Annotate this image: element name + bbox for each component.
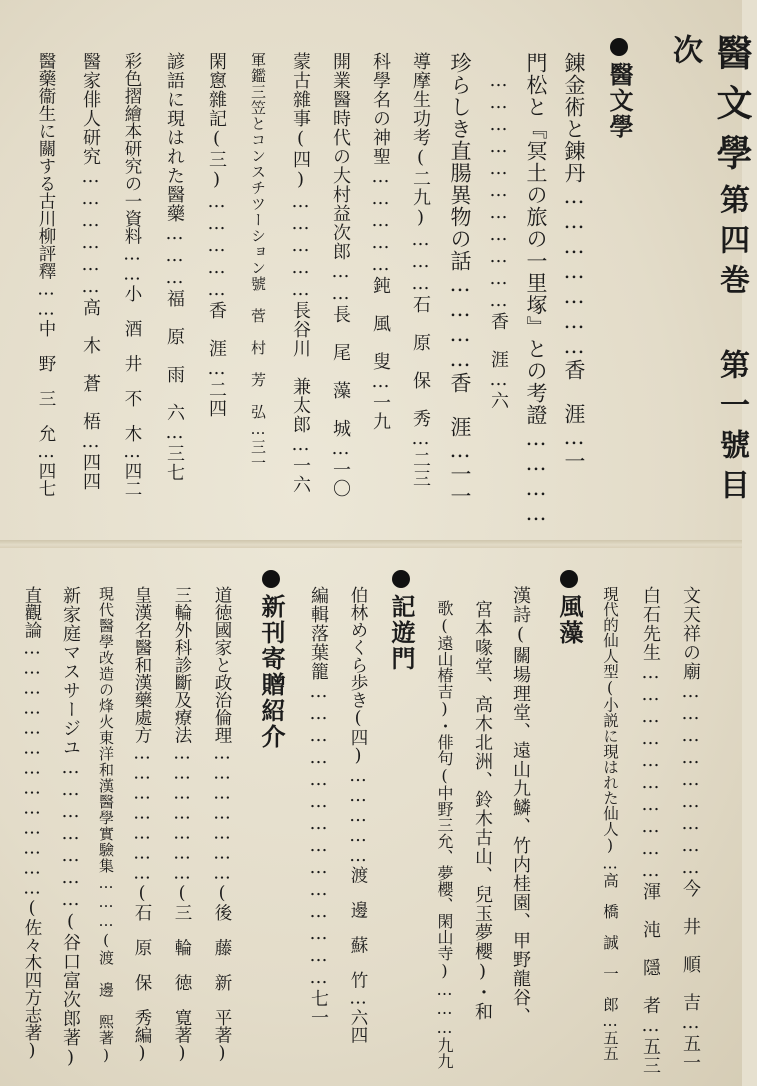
toc-entry: 三輪外科診斷及療法…………………(三 輪 徳 寛著) bbox=[172, 586, 192, 1064]
toc-entry: 現代的仙人型(小説に現はれた仙人)…高 橋 誠 一 郎…五五 bbox=[601, 586, 619, 1061]
toc-entry: 蒙古雜事(四)……………長谷川 兼太郎…一六 bbox=[290, 52, 311, 494]
toc-entry: 宮本喙堂、高木北洲、鈴木古山、兒玉夢櫻)・和 bbox=[472, 600, 493, 1021]
bullet-icon bbox=[610, 38, 628, 56]
toc-entry: 彩色摺繪本研究の一資料……小 酒 井 不 木…四二 bbox=[122, 52, 142, 497]
toc-title bbox=[662, 34, 757, 514]
toc-entry: 閑窻雜記(三)……………香 涯…二四 bbox=[206, 52, 227, 418]
issue-title: 第四巻 第一號目次 bbox=[667, 34, 749, 509]
toc-entry: 白石先生…………………………渾 沌 隱 者…五三 bbox=[640, 586, 661, 1075]
toc-entry: 道徳國家と政治倫理…………………(後 藤 新 平著) bbox=[212, 586, 232, 1064]
section-heading-shinkan: 新刊寄贈紹介 bbox=[254, 570, 289, 750]
bullet-icon bbox=[262, 570, 280, 588]
toc-entry: 開業醫時代の大村益次郎……長 尾 藻 城…一〇 bbox=[330, 52, 351, 498]
toc-entry: ……………………………香 涯…六 bbox=[488, 70, 509, 410]
bullet-icon bbox=[392, 570, 410, 588]
toc-entry: 直觀論…………………………………(佐々木四方志著) bbox=[22, 586, 42, 1061]
toc-entry: 珍らしき直腸異物の話…………香 涯…一一 bbox=[448, 52, 472, 507]
toc-entry: 編輯落葉籠……………………………………七一 bbox=[308, 586, 329, 1027]
toc-entry: 軍鑑三笠とコンスチツーション號 菅 村 芳 弘…三一 bbox=[249, 52, 267, 471]
toc-entry: 科學名の神聖……………鈍 風 叟…一九 bbox=[370, 52, 391, 431]
toc-entry: 醫藥衞生に關する古川柳評釋……中 野 三 允…四七 bbox=[36, 52, 56, 497]
toc-entry: 門松と『冥土の旅の一里塚』との考證………… bbox=[524, 52, 548, 526]
toc-entry: 文天祥の廟………………………今 井 順 吉…五一 bbox=[680, 586, 701, 1072]
toc-entry: 新家庭マスサージユ…………………(谷口富次郎著) bbox=[60, 586, 81, 1069]
toc-entry: 皇漢名醫和漢藥處方…………………(石 原 保 秀編) bbox=[132, 586, 152, 1064]
toc-entry: 伯林めくら歩き(四)……………渡 邊 蘇 竹…六四 bbox=[348, 586, 368, 1044]
toc-entry: 導摩生功考(二九)………石 原 保 秀…二三 bbox=[410, 52, 431, 488]
section-heading-fuuso: 風藻 bbox=[552, 570, 587, 646]
toc-entry: 醫家俳人研究………………高 木 蒼 梧…四四 bbox=[80, 52, 101, 491]
toc-entry: 現代醫學改造の烽火東洋和漢醫學實驗集………(渡 邊 熙著) bbox=[97, 586, 115, 1065]
journal-title: 醫文學 bbox=[711, 34, 752, 184]
section-heading-kiyuumon: 記遊門 bbox=[384, 570, 419, 672]
toc-entry: 錬金術と錬丹…………………香 涯…一 bbox=[562, 52, 586, 472]
toc-entry: 諺語に現はれた醫藥………福 原 雨 六…三七 bbox=[164, 52, 185, 482]
bullet-icon bbox=[560, 570, 578, 588]
section-heading-ibungaku: 醫文學 bbox=[602, 38, 637, 140]
toc-entry: 歌(遠山椿吉)・俳句(中野三允、夢櫻、閑山寺)………九九 bbox=[435, 600, 454, 1069]
page-fold-divider bbox=[0, 540, 742, 548]
toc-entry: 漢詩(關場理堂、遠山九鱗、竹内桂園、甲野龍谷、 bbox=[510, 586, 531, 1026]
